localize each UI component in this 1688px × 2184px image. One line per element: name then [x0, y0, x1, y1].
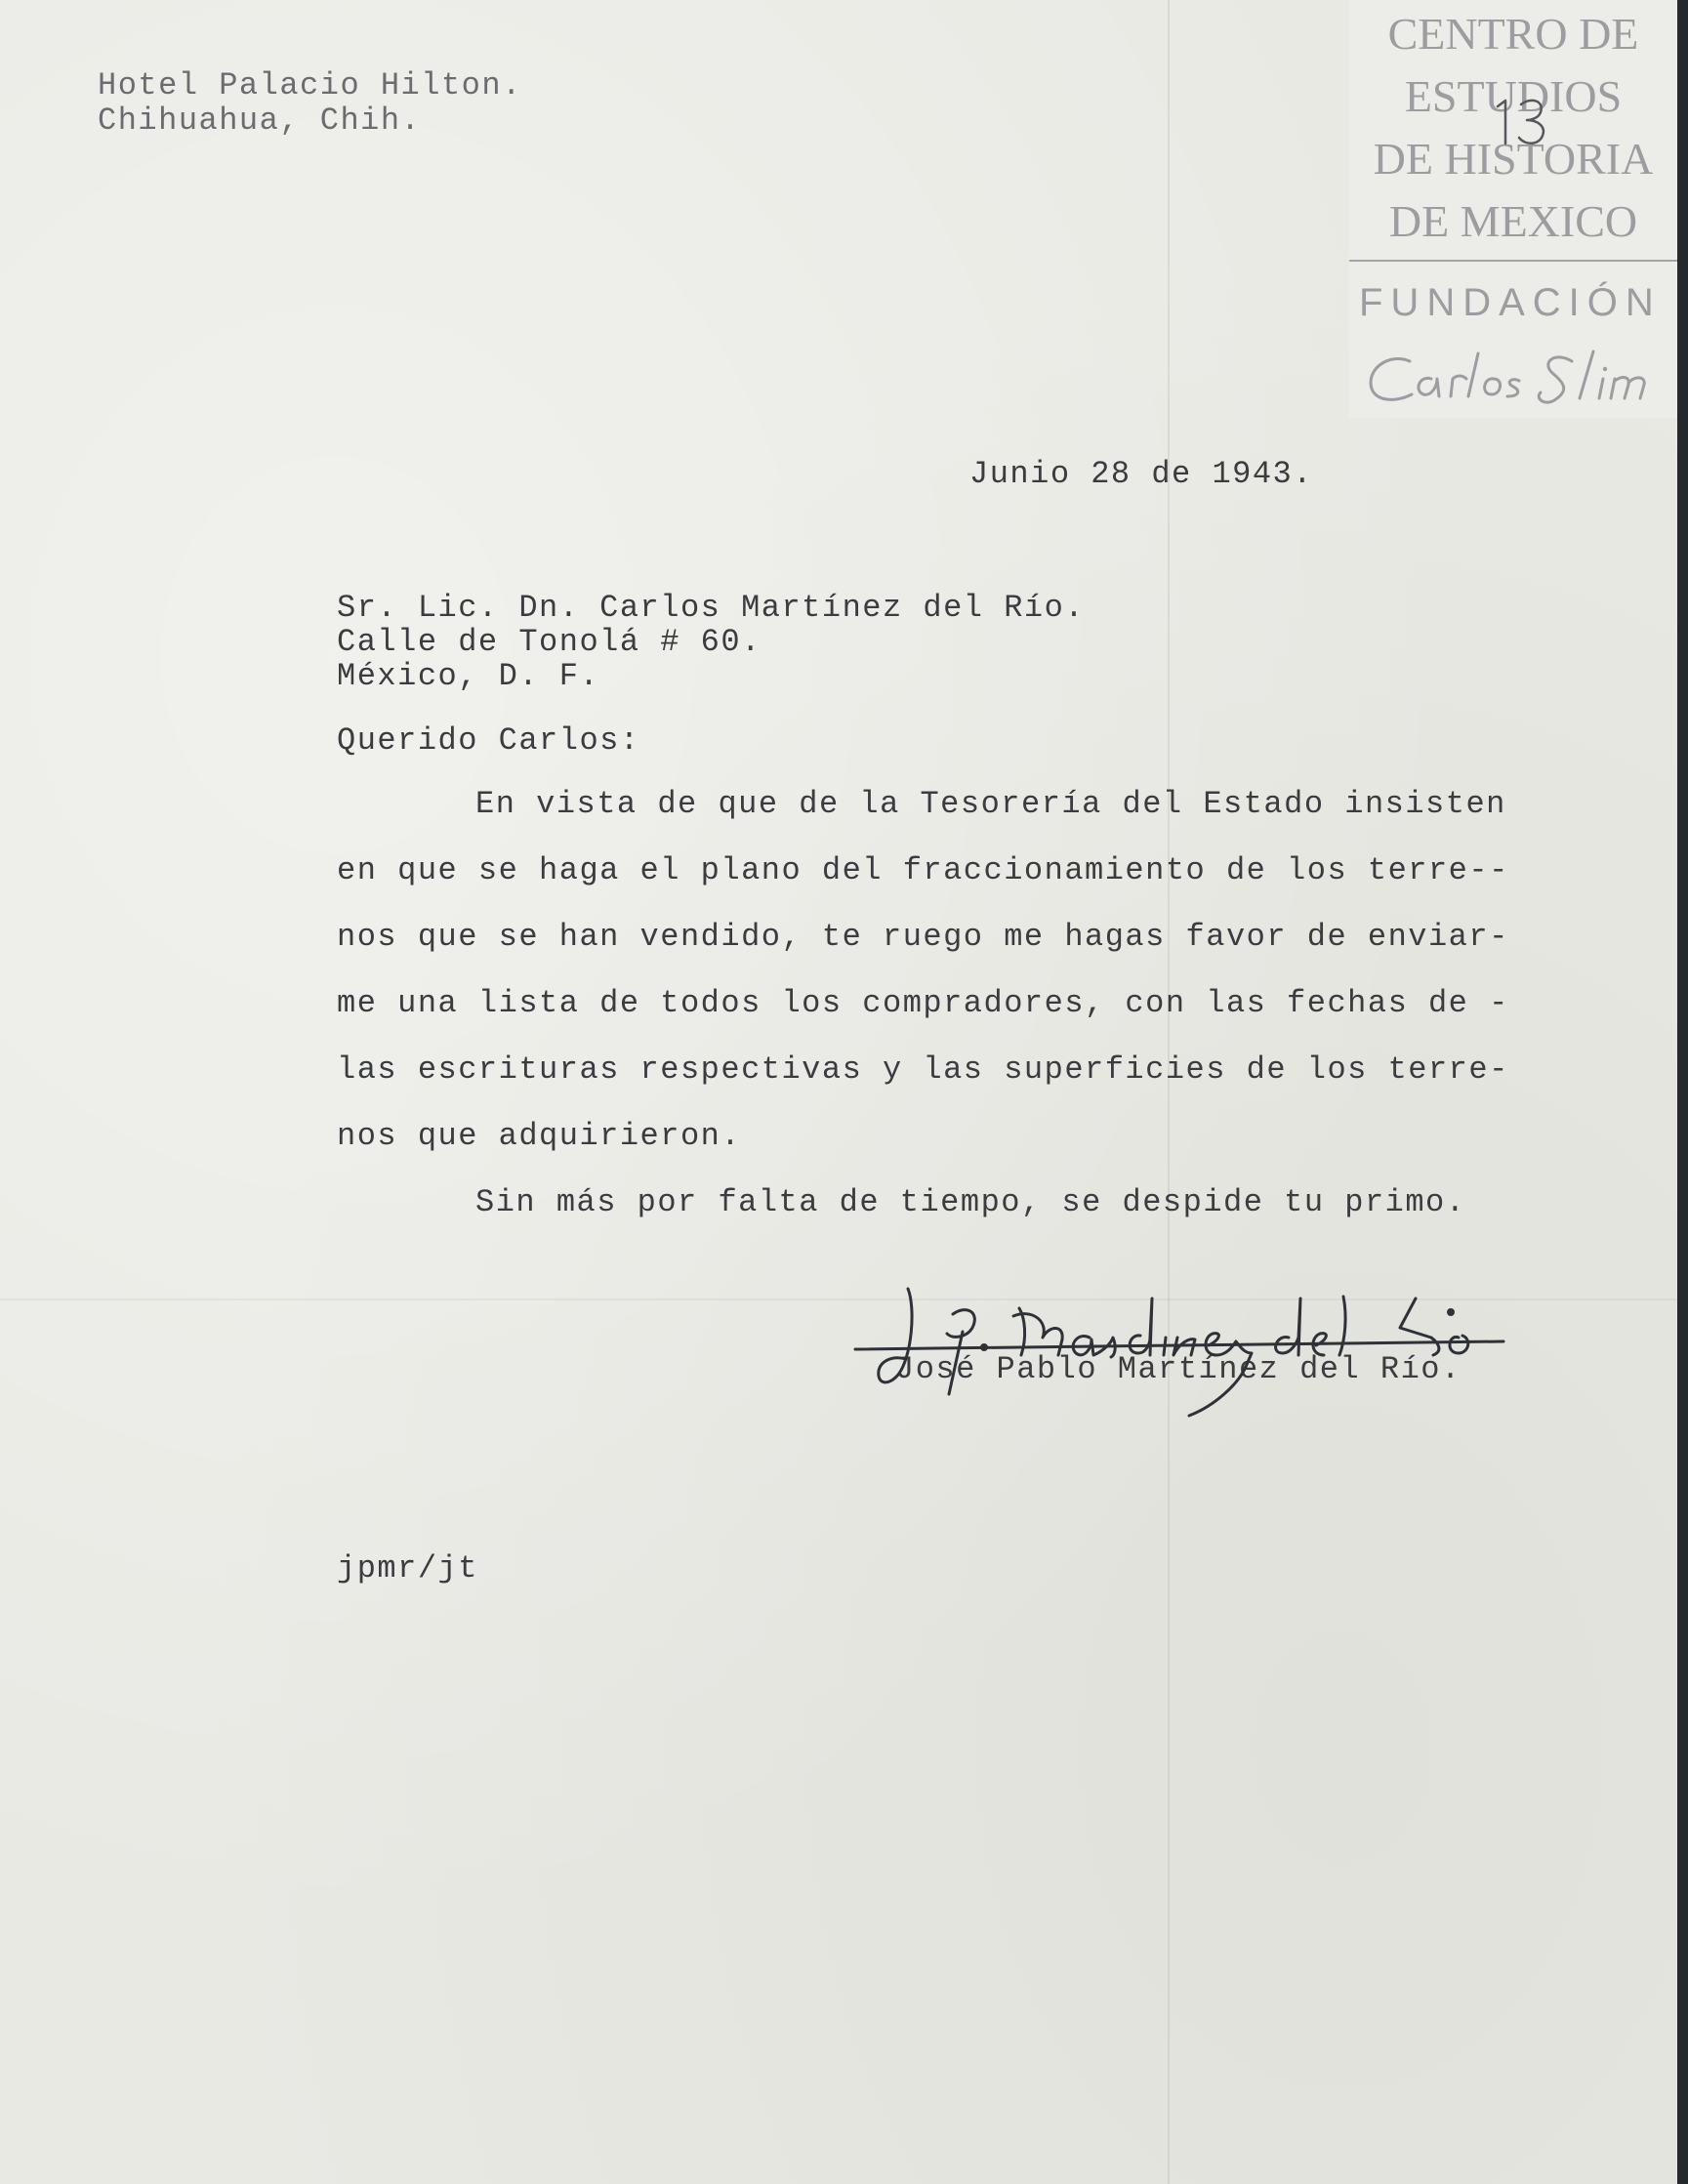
body-line-5: las escrituras respectivas y las superficies de los terre-	[337, 1051, 1509, 1088]
stamp-line-1: CENTRO DE	[1387, 9, 1639, 59]
typed-signer-name: José Pablo Martínez del Río.	[895, 1351, 1462, 1387]
recipient-street: Calle de Tonolá # 60.	[337, 624, 762, 660]
closing-line: Sin más por falta de tiempo, se despide tu primo.	[475, 1184, 1466, 1220]
handwritten-page-number	[1488, 93, 1556, 151]
recipient-name: Sr. Lic. Dn. Carlos Martínez del Río.	[337, 590, 1086, 626]
body-line-2: en que se haga el plano del fraccionamiento de los terre--	[337, 852, 1509, 888]
stamp-line-4: DE MEXICO	[1388, 196, 1638, 246]
letterhead-hotel: Hotel Palacio Hilton.	[98, 67, 522, 103]
stamp-divider	[1349, 260, 1677, 262]
handwritten-signature	[847, 1269, 1511, 1435]
stamp-foundation: FUNDACIÓN	[1359, 281, 1662, 324]
letter-date: Junio 28 de 1943.	[969, 456, 1313, 492]
fold-crease-vertical	[1168, 0, 1170, 2184]
foundation-logo-script	[1363, 340, 1675, 418]
stamp-line-2: ESTUDIOS	[1404, 71, 1623, 121]
reference-initials: jpmr/jt	[337, 1550, 478, 1586]
recipient-city: México, D. F.	[337, 658, 600, 694]
body-line-3: nos que se han vendido, te ruego me hagas favor de enviar-	[337, 919, 1509, 955]
body-line-4: me una lista de todos los compradores, con las fechas de -	[337, 985, 1509, 1021]
salutation: Querido Carlos:	[337, 722, 640, 759]
archive-stamp	[1349, 0, 1677, 418]
body-line-6: nos que adquirieron.	[337, 1118, 742, 1154]
stamp-line-3: DE HISTORIA	[1373, 134, 1654, 184]
body-line-1: En vista de que de la Tesorería del Estado insisten	[475, 786, 1506, 822]
letterhead-city: Chihuahua, Chih.	[98, 103, 422, 139]
